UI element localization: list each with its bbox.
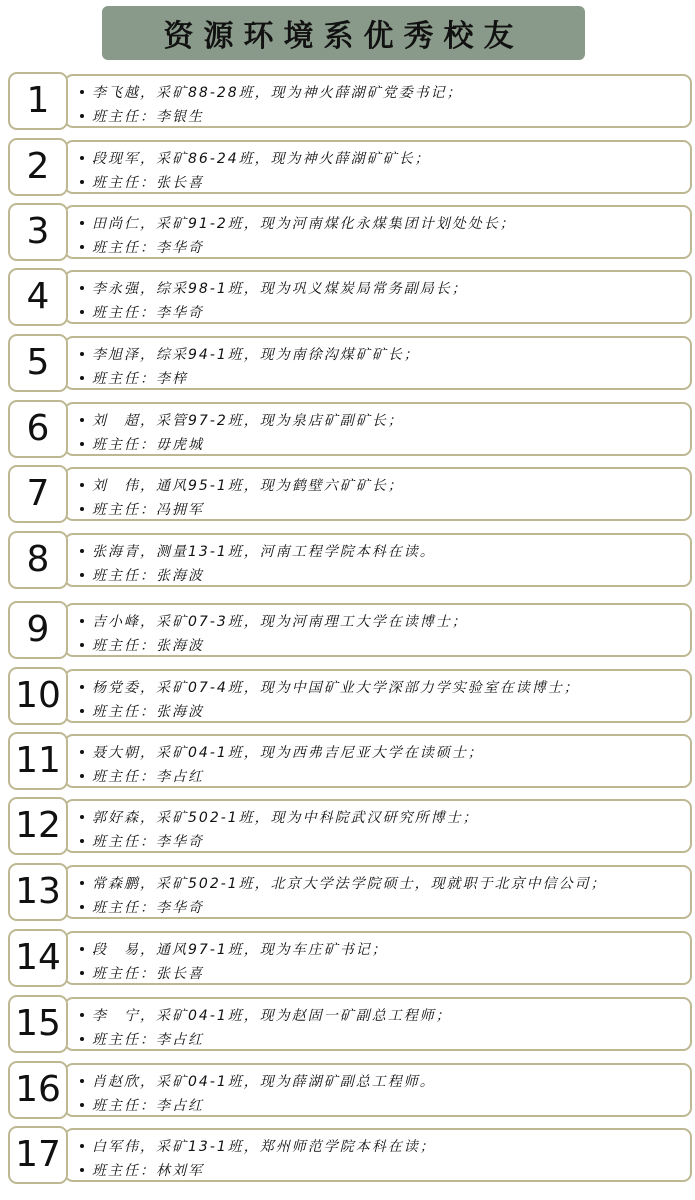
alumni-description: 杨党委，采矿07-4班，现为中国矿业大学深部力学实验室在读博士； [92, 680, 580, 696]
row-number: 15 [15, 1003, 61, 1044]
alumni-info-box [64, 603, 692, 657]
alumni-info-box [64, 669, 692, 723]
row-number: 3 [26, 211, 50, 252]
bullet-icon [80, 1144, 84, 1148]
alumni-info-box [64, 734, 692, 788]
row-number-box [8, 465, 68, 523]
bullet-icon [80, 905, 84, 909]
row-number: 17 [15, 1134, 61, 1175]
bullet-icon [80, 839, 84, 843]
row-number: 9 [26, 609, 50, 650]
bullet-icon [80, 1037, 84, 1041]
alumni-description: 常森鹏，采矿502-1班，北京大学法学院硕士，现就职于北京中信公司； [92, 876, 607, 892]
row-number: 14 [15, 937, 61, 978]
bullet-icon [80, 549, 84, 553]
bullet-icon [80, 619, 84, 623]
homeroom-teacher: 班主任：张长喜 [92, 966, 204, 982]
alumni-row [8, 797, 692, 855]
bullet-icon [80, 286, 84, 290]
row-number-box [8, 732, 68, 790]
row-number-box [8, 334, 68, 392]
row-number: 12 [15, 805, 61, 846]
alumni-row [8, 929, 692, 987]
alumni-description: 李飞越，采矿88-28班，现为神火薛湖矿党委书记； [92, 85, 463, 101]
alumni-row [8, 863, 692, 921]
row-number: 10 [15, 675, 61, 716]
row-number: 2 [26, 146, 50, 187]
alumni-description: 吉小峰，采矿07-3班，现为河南理工大学在读博士； [92, 614, 468, 630]
alumni-info-box [64, 997, 692, 1051]
bullet-icon [80, 947, 84, 951]
homeroom-teacher: 班主任：张海波 [92, 568, 204, 584]
homeroom-teacher: 班主任：李银生 [92, 109, 204, 125]
row-number-box [8, 203, 68, 261]
bullet-icon [80, 685, 84, 689]
alumni-info-box [64, 865, 692, 919]
homeroom-teacher: 班主任：李华奇 [92, 305, 204, 321]
row-number: 8 [26, 539, 50, 580]
row-number-box [8, 601, 68, 659]
alumni-description: 段 易，通风97-1班，现为车庄矿书记； [92, 942, 388, 958]
alumni-info-box [64, 467, 692, 521]
alumni-info-box [64, 799, 692, 853]
bullet-icon [80, 156, 84, 160]
homeroom-teacher: 班主任：李占红 [92, 1098, 204, 1114]
bullet-icon [80, 750, 84, 754]
bullet-icon [80, 1168, 84, 1172]
homeroom-teacher: 班主任：张海波 [92, 704, 204, 720]
alumni-description: 李永强，综采98-1班，现为巩义煤炭局常务副局长； [92, 281, 468, 297]
alumni-info-box [64, 140, 692, 194]
bullet-icon [80, 971, 84, 975]
homeroom-teacher: 班主任：李梓 [92, 371, 188, 387]
row-number-box [8, 863, 68, 921]
homeroom-teacher: 班主任：林刘军 [92, 1163, 204, 1179]
alumni-description: 段现军，采矿86-24班，现为神火薛湖矿矿长； [92, 151, 431, 167]
homeroom-teacher: 班主任：李华奇 [92, 834, 204, 850]
bullet-icon [80, 815, 84, 819]
homeroom-teacher: 班主任：李华奇 [92, 240, 204, 256]
alumni-info-box [64, 1128, 692, 1182]
page-title: 资源环境系优秀校友 [163, 19, 524, 54]
alumni-info-box [64, 336, 692, 390]
alumni-row [8, 138, 692, 196]
alumni-description: 张海青，测量13-1班，河南工程学院本科在读。 [92, 544, 436, 560]
alumni-info-box [64, 74, 692, 128]
homeroom-teacher: 班主任：李华奇 [92, 900, 204, 916]
homeroom-teacher: 班主任：张海波 [92, 638, 204, 654]
homeroom-teacher: 班主任：李占红 [92, 769, 204, 785]
alumni-row [8, 1126, 692, 1184]
alumni-row [8, 203, 692, 261]
alumni-description: 刘 伟，通风95-1班，现为鹤壁六矿矿长； [92, 478, 404, 494]
row-number-box [8, 995, 68, 1053]
alumni-description: 李旭泽，综采94-1班，现为南徐沟煤矿矿长； [92, 347, 420, 363]
row-number-box [8, 531, 68, 589]
bullet-icon [80, 709, 84, 713]
alumni-description: 肖赵欣，采矿04-1班，现为薛湖矿副总工程师。 [92, 1074, 436, 1090]
row-number: 4 [26, 276, 50, 317]
row-number-box [8, 400, 68, 458]
alumni-description: 聂大朝，采矿04-1班，现为西弗吉尼亚大学在读硕士； [92, 745, 484, 761]
bullet-icon [80, 573, 84, 577]
alumni-description: 刘 超，采管97-2班，现为泉店矿副矿长； [92, 413, 404, 429]
bullet-icon [80, 483, 84, 487]
row-number: 1 [26, 80, 50, 121]
bullet-icon [80, 1103, 84, 1107]
alumni-row [8, 732, 692, 790]
bullet-icon [80, 1079, 84, 1083]
alumni-info-box [64, 270, 692, 324]
bullet-icon [80, 376, 84, 380]
bullet-icon [80, 221, 84, 225]
alumni-description: 郭好森，采矿502-1班，现为中科院武汉研究所博士； [92, 810, 479, 826]
alumni-description: 白军伟，采矿13-1班，郑州师范学院本科在读； [92, 1139, 436, 1155]
row-number-box [8, 1061, 68, 1119]
alumni-row [8, 667, 692, 725]
title-banner [102, 6, 585, 60]
bullet-icon [80, 881, 84, 885]
row-number-box [8, 1126, 68, 1184]
bullet-icon [80, 418, 84, 422]
bullet-icon [80, 180, 84, 184]
row-number: 11 [15, 740, 61, 781]
alumni-description: 李 宁，采矿04-1班，现为赵固一矿副总工程师； [92, 1008, 452, 1024]
row-number-box [8, 72, 68, 130]
row-number: 7 [26, 473, 50, 514]
bullet-icon [80, 442, 84, 446]
homeroom-teacher: 班主任：张长喜 [92, 175, 204, 191]
alumni-description: 田尚仁，采矿91-2班，现为河南煤化永煤集团计划处处长； [92, 216, 516, 232]
alumni-row [8, 465, 692, 523]
alumni-info-box [64, 1063, 692, 1117]
homeroom-teacher: 班主任：毋虎城 [92, 437, 204, 453]
alumni-info-box [64, 533, 692, 587]
row-number: 13 [15, 871, 61, 912]
bullet-icon [80, 310, 84, 314]
alumni-info-box [64, 205, 692, 259]
bullet-icon [80, 774, 84, 778]
homeroom-teacher: 班主任：冯拥军 [92, 502, 204, 518]
bullet-icon [80, 90, 84, 94]
alumni-row [8, 995, 692, 1053]
row-number: 5 [26, 342, 50, 383]
homeroom-teacher: 班主任：李占红 [92, 1032, 204, 1048]
row-number-box [8, 797, 68, 855]
alumni-row [8, 531, 692, 589]
alumni-info-box [64, 402, 692, 456]
bullet-icon [80, 245, 84, 249]
alumni-row [8, 601, 692, 659]
bullet-icon [80, 507, 84, 511]
row-number-box [8, 138, 68, 196]
row-number: 6 [26, 408, 50, 449]
row-number-box [8, 268, 68, 326]
bullet-icon [80, 1013, 84, 1017]
alumni-row [8, 268, 692, 326]
alumni-row [8, 334, 692, 392]
alumni-row [8, 72, 692, 130]
alumni-row [8, 400, 692, 458]
row-number-box [8, 667, 68, 725]
bullet-icon [80, 352, 84, 356]
alumni-row [8, 1061, 692, 1119]
bullet-icon [80, 114, 84, 118]
alumni-info-box [64, 931, 692, 985]
row-number: 16 [15, 1069, 61, 1110]
row-number-box [8, 929, 68, 987]
bullet-icon [80, 643, 84, 647]
